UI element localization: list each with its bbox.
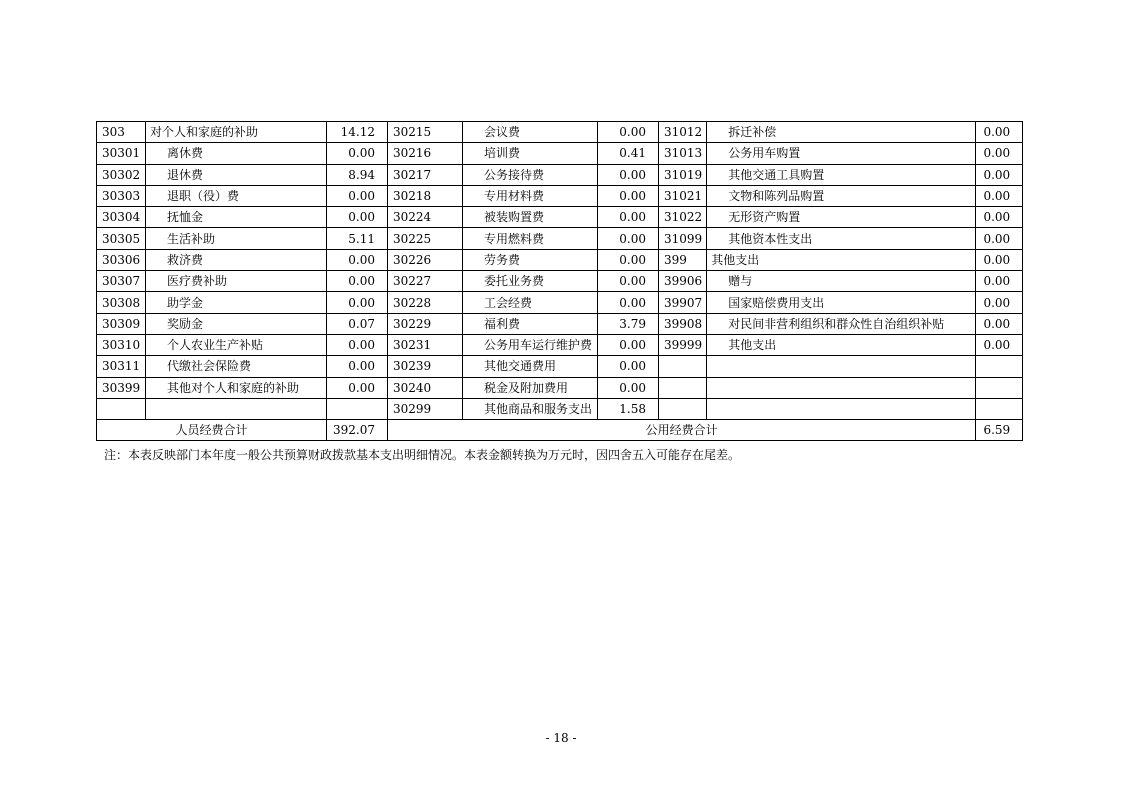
item-code: 30227 [388,271,463,292]
item-name: 退休费 [146,164,327,185]
table-row [97,334,1023,355]
item-code: 31099 [659,228,707,249]
item-amount: 0.00 [976,271,1023,292]
table-row [97,164,1023,185]
item-amount [976,356,1023,377]
item-amount: 0.00 [598,292,659,313]
item-name: 个人农业生产补贴 [146,334,327,355]
item-code: 31019 [659,164,707,185]
table-row [97,228,1023,249]
item-amount: 0.00 [327,356,388,377]
item-name: 助学金 [146,292,327,313]
item-code: 30231 [388,334,463,355]
table-row [97,143,1023,164]
item-name: 其他交通工具购置 [707,164,976,185]
item-amount: 1.58 [598,398,659,419]
item-amount: 0.00 [598,377,659,398]
item-amount: 0.00 [327,185,388,206]
item-name: 无形资产购置 [707,207,976,228]
item-name: 公务用车运行维护费 [463,334,598,355]
item-name: 福利费 [463,313,598,334]
item-code: 30225 [388,228,463,249]
item-name: 专用燃料费 [463,228,598,249]
item-amount [976,377,1023,398]
item-name: 工会经费 [463,292,598,313]
item-code: 30215 [388,122,463,143]
item-code: 30226 [388,249,463,270]
item-amount: 5.11 [327,228,388,249]
item-amount: 0.00 [976,164,1023,185]
item-code: 30229 [388,313,463,334]
item-code: 30399 [97,377,146,398]
item-code [97,398,146,419]
item-amount: 0.00 [976,207,1023,228]
item-amount: 0.00 [598,164,659,185]
item-name: 税金及附加费用 [463,377,598,398]
item-name [707,398,976,419]
item-amount: 0.00 [598,249,659,270]
table-row [97,292,1023,313]
expenditure-detail-table [96,121,1023,441]
item-code: 30304 [97,207,146,228]
table-footnote: 注：本表反映部门本年度一般公共预算财政拨款基本支出明细情况。本表金额转换为万元时，因四舍五入可能存在尾差。 [104,448,741,462]
item-amount [976,398,1023,419]
totals-row [97,420,1023,441]
item-name: 其他商品和服务支出 [463,398,598,419]
item-name [146,398,327,419]
item-name: 救济费 [146,249,327,270]
item-code: 30306 [97,249,146,270]
item-name: 专用材料费 [463,185,598,206]
item-amount: 0.00 [598,122,659,143]
personnel-total-label: 人员经费合计 [97,420,327,441]
item-name: 文物和陈列品购置 [707,185,976,206]
item-code: 39999 [659,334,707,355]
item-code: 30299 [388,398,463,419]
item-amount: 0.00 [327,143,388,164]
item-name: 公务接待费 [463,164,598,185]
item-amount: 0.00 [327,377,388,398]
personnel-total-value: 392.07 [327,420,388,441]
public-total-label: 公用经费合计 [388,420,976,441]
item-name: 离休费 [146,143,327,164]
item-amount: 0.00 [327,292,388,313]
item-amount: 0.00 [976,249,1023,270]
item-code: 30224 [388,207,463,228]
item-code: 39906 [659,271,707,292]
item-code: 30305 [97,228,146,249]
table-row [97,249,1023,270]
item-amount: 0.00 [976,313,1023,334]
item-code [659,356,707,377]
item-code: 30239 [388,356,463,377]
item-name [707,377,976,398]
item-amount: 0.00 [976,122,1023,143]
item-amount: 0.41 [598,143,659,164]
table-row [97,271,1023,292]
table-row [97,377,1023,398]
item-code: 30307 [97,271,146,292]
item-name: 其他对个人和家庭的补助 [146,377,327,398]
item-name: 生活补助 [146,228,327,249]
item-amount: 0.00 [598,356,659,377]
table-row [97,207,1023,228]
table-row [97,313,1023,334]
item-name: 赠与 [707,271,976,292]
table-row [97,122,1023,143]
item-name [707,356,976,377]
item-code: 39907 [659,292,707,313]
item-amount: 3.79 [598,313,659,334]
item-name: 对民间非营利组织和群众性自治组织补贴 [707,313,976,334]
item-code: 31013 [659,143,707,164]
item-code [659,377,707,398]
item-code: 30309 [97,313,146,334]
item-name: 公务用车购置 [707,143,976,164]
item-code: 399 [659,249,707,270]
item-name: 抚恤金 [146,207,327,228]
item-code: 30303 [97,185,146,206]
item-name: 拆迁补偿 [707,122,976,143]
item-name: 奖励金 [146,313,327,334]
item-name: 代缴社会保险费 [146,356,327,377]
item-name: 委托业务费 [463,271,598,292]
item-code: 30218 [388,185,463,206]
item-amount: 0.00 [598,207,659,228]
item-amount: 0.00 [976,334,1023,355]
page-number: - 18 - [545,731,577,745]
item-code: 30216 [388,143,463,164]
item-amount: 0.00 [976,143,1023,164]
item-code: 30308 [97,292,146,313]
item-amount: 0.00 [976,292,1023,313]
item-name: 其他支出 [707,249,976,270]
item-name: 被装购置费 [463,207,598,228]
item-code: 30301 [97,143,146,164]
item-amount: 0.07 [327,313,388,334]
table-row [97,356,1023,377]
item-amount [327,398,388,419]
item-code: 31012 [659,122,707,143]
item-code [659,398,707,419]
item-amount: 0.00 [598,228,659,249]
item-code: 31021 [659,185,707,206]
item-code: 30228 [388,292,463,313]
public-total-value: 6.59 [976,420,1023,441]
item-amount: 0.00 [598,334,659,355]
item-code: 30302 [97,164,146,185]
item-name: 国家赔偿费用支出 [707,292,976,313]
item-code: 30240 [388,377,463,398]
item-amount: 8.94 [327,164,388,185]
item-amount: 0.00 [976,185,1023,206]
item-code: 303 [97,122,146,143]
item-code: 30217 [388,164,463,185]
item-amount: 0.00 [327,249,388,270]
table-row [97,185,1023,206]
table-row [97,398,1023,419]
item-amount: 0.00 [598,185,659,206]
item-amount: 14.12 [327,122,388,143]
item-code: 30310 [97,334,146,355]
item-name: 医疗费补助 [146,271,327,292]
item-code: 31022 [659,207,707,228]
item-name: 培训费 [463,143,598,164]
item-amount: 0.00 [598,271,659,292]
item-name: 劳务费 [463,249,598,270]
item-amount: 0.00 [327,271,388,292]
item-name: 对个人和家庭的补助 [146,122,327,143]
item-code: 30311 [97,356,146,377]
item-name: 退职（役）费 [146,185,327,206]
item-name: 其他资本性支出 [707,228,976,249]
item-name: 其他支出 [707,334,976,355]
item-amount: 0.00 [327,207,388,228]
item-name: 会议费 [463,122,598,143]
item-amount: 0.00 [327,334,388,355]
item-code: 39908 [659,313,707,334]
item-amount: 0.00 [976,228,1023,249]
item-name: 其他交通费用 [463,356,598,377]
